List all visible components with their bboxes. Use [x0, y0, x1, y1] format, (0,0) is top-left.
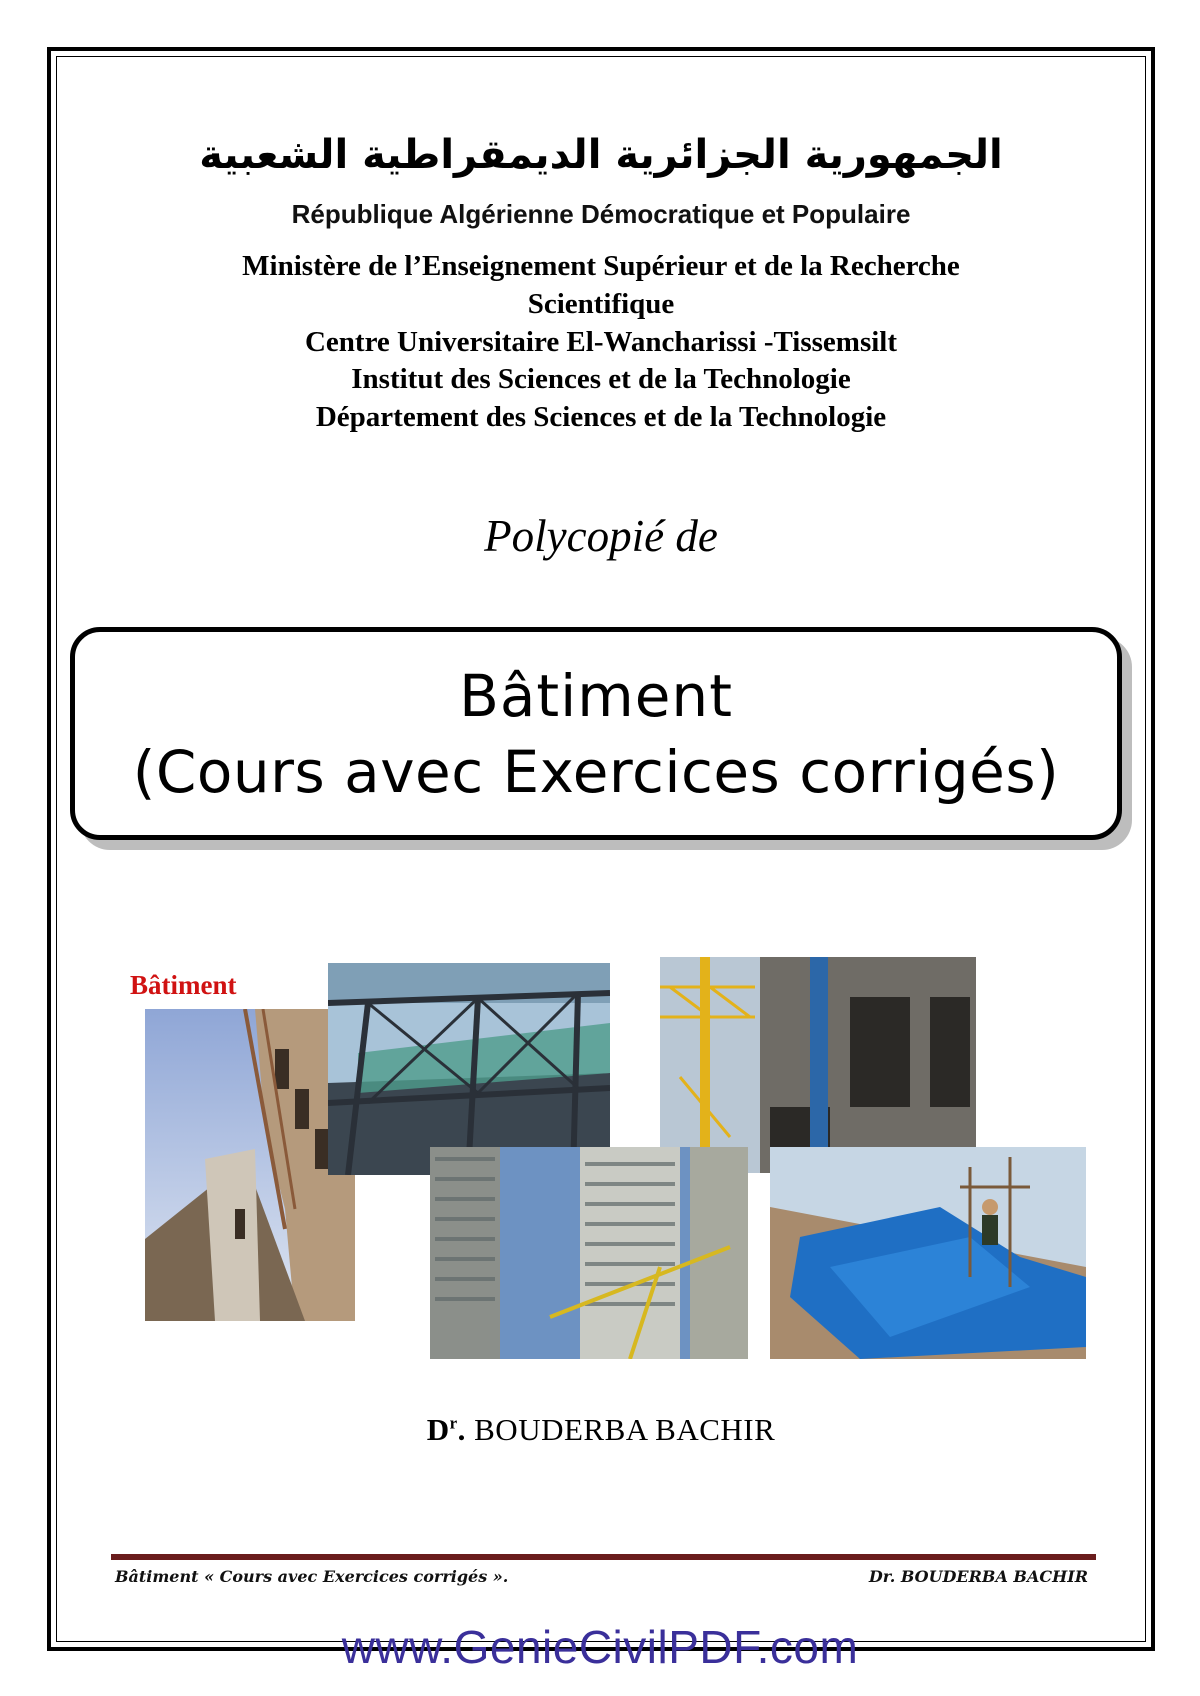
university-center: Centre Universitaire El-Wancharissi -Tissemsilt — [304, 326, 898, 358]
author-fullname: BOUDERBA BACHIR — [474, 1412, 776, 1447]
author-prefix: D — [426, 1412, 450, 1447]
photo-crane-facade — [660, 957, 976, 1173]
author-title — [427, 1412, 466, 1447]
republic-name: République Algérienne Démocratique et Populaire — [291, 199, 911, 229]
photo-high-rise-towers — [430, 1147, 748, 1359]
author-dot: . — [457, 1412, 466, 1447]
title-box — [70, 627, 1122, 840]
site-watermark: www.GenieCivilPDF.com — [341, 1621, 859, 1673]
document-title: Bâtiment — [459, 661, 733, 730]
document-subtitle: (Cours avec Exercices corrigés) — [132, 737, 1060, 806]
polycopie-heading: Polycopié de — [484, 511, 718, 561]
ministry-line-2: Scientifique — [527, 288, 675, 320]
photo-building-facade — [145, 1009, 355, 1321]
author-prefix-sup: r — [449, 1413, 458, 1433]
author-name — [56, 1412, 1146, 1448]
arabic-republic-title: الجمهورية الجزائرية الديمقراطية الشعبية — [199, 132, 1003, 178]
footer-author: Dr. BOUDERBA BACHIR — [868, 1567, 1088, 1586]
footer-course-title: Bâtiment « Cours avec Exercices corrigés ». — [115, 1567, 509, 1586]
photo-steel-truss — [328, 963, 610, 1175]
department-name: Département des Sciences et de la Technologie — [315, 401, 887, 433]
footer-divider — [111, 1554, 1096, 1560]
ministry-line-1: Ministère de l’Enseignement Supérieur et de la Recherche — [242, 250, 960, 282]
photo-roof-works — [770, 1147, 1086, 1359]
collage-label: Bâtiment — [130, 970, 237, 1000]
institute-name: Institut des Sciences et de la Technologie — [351, 363, 851, 395]
